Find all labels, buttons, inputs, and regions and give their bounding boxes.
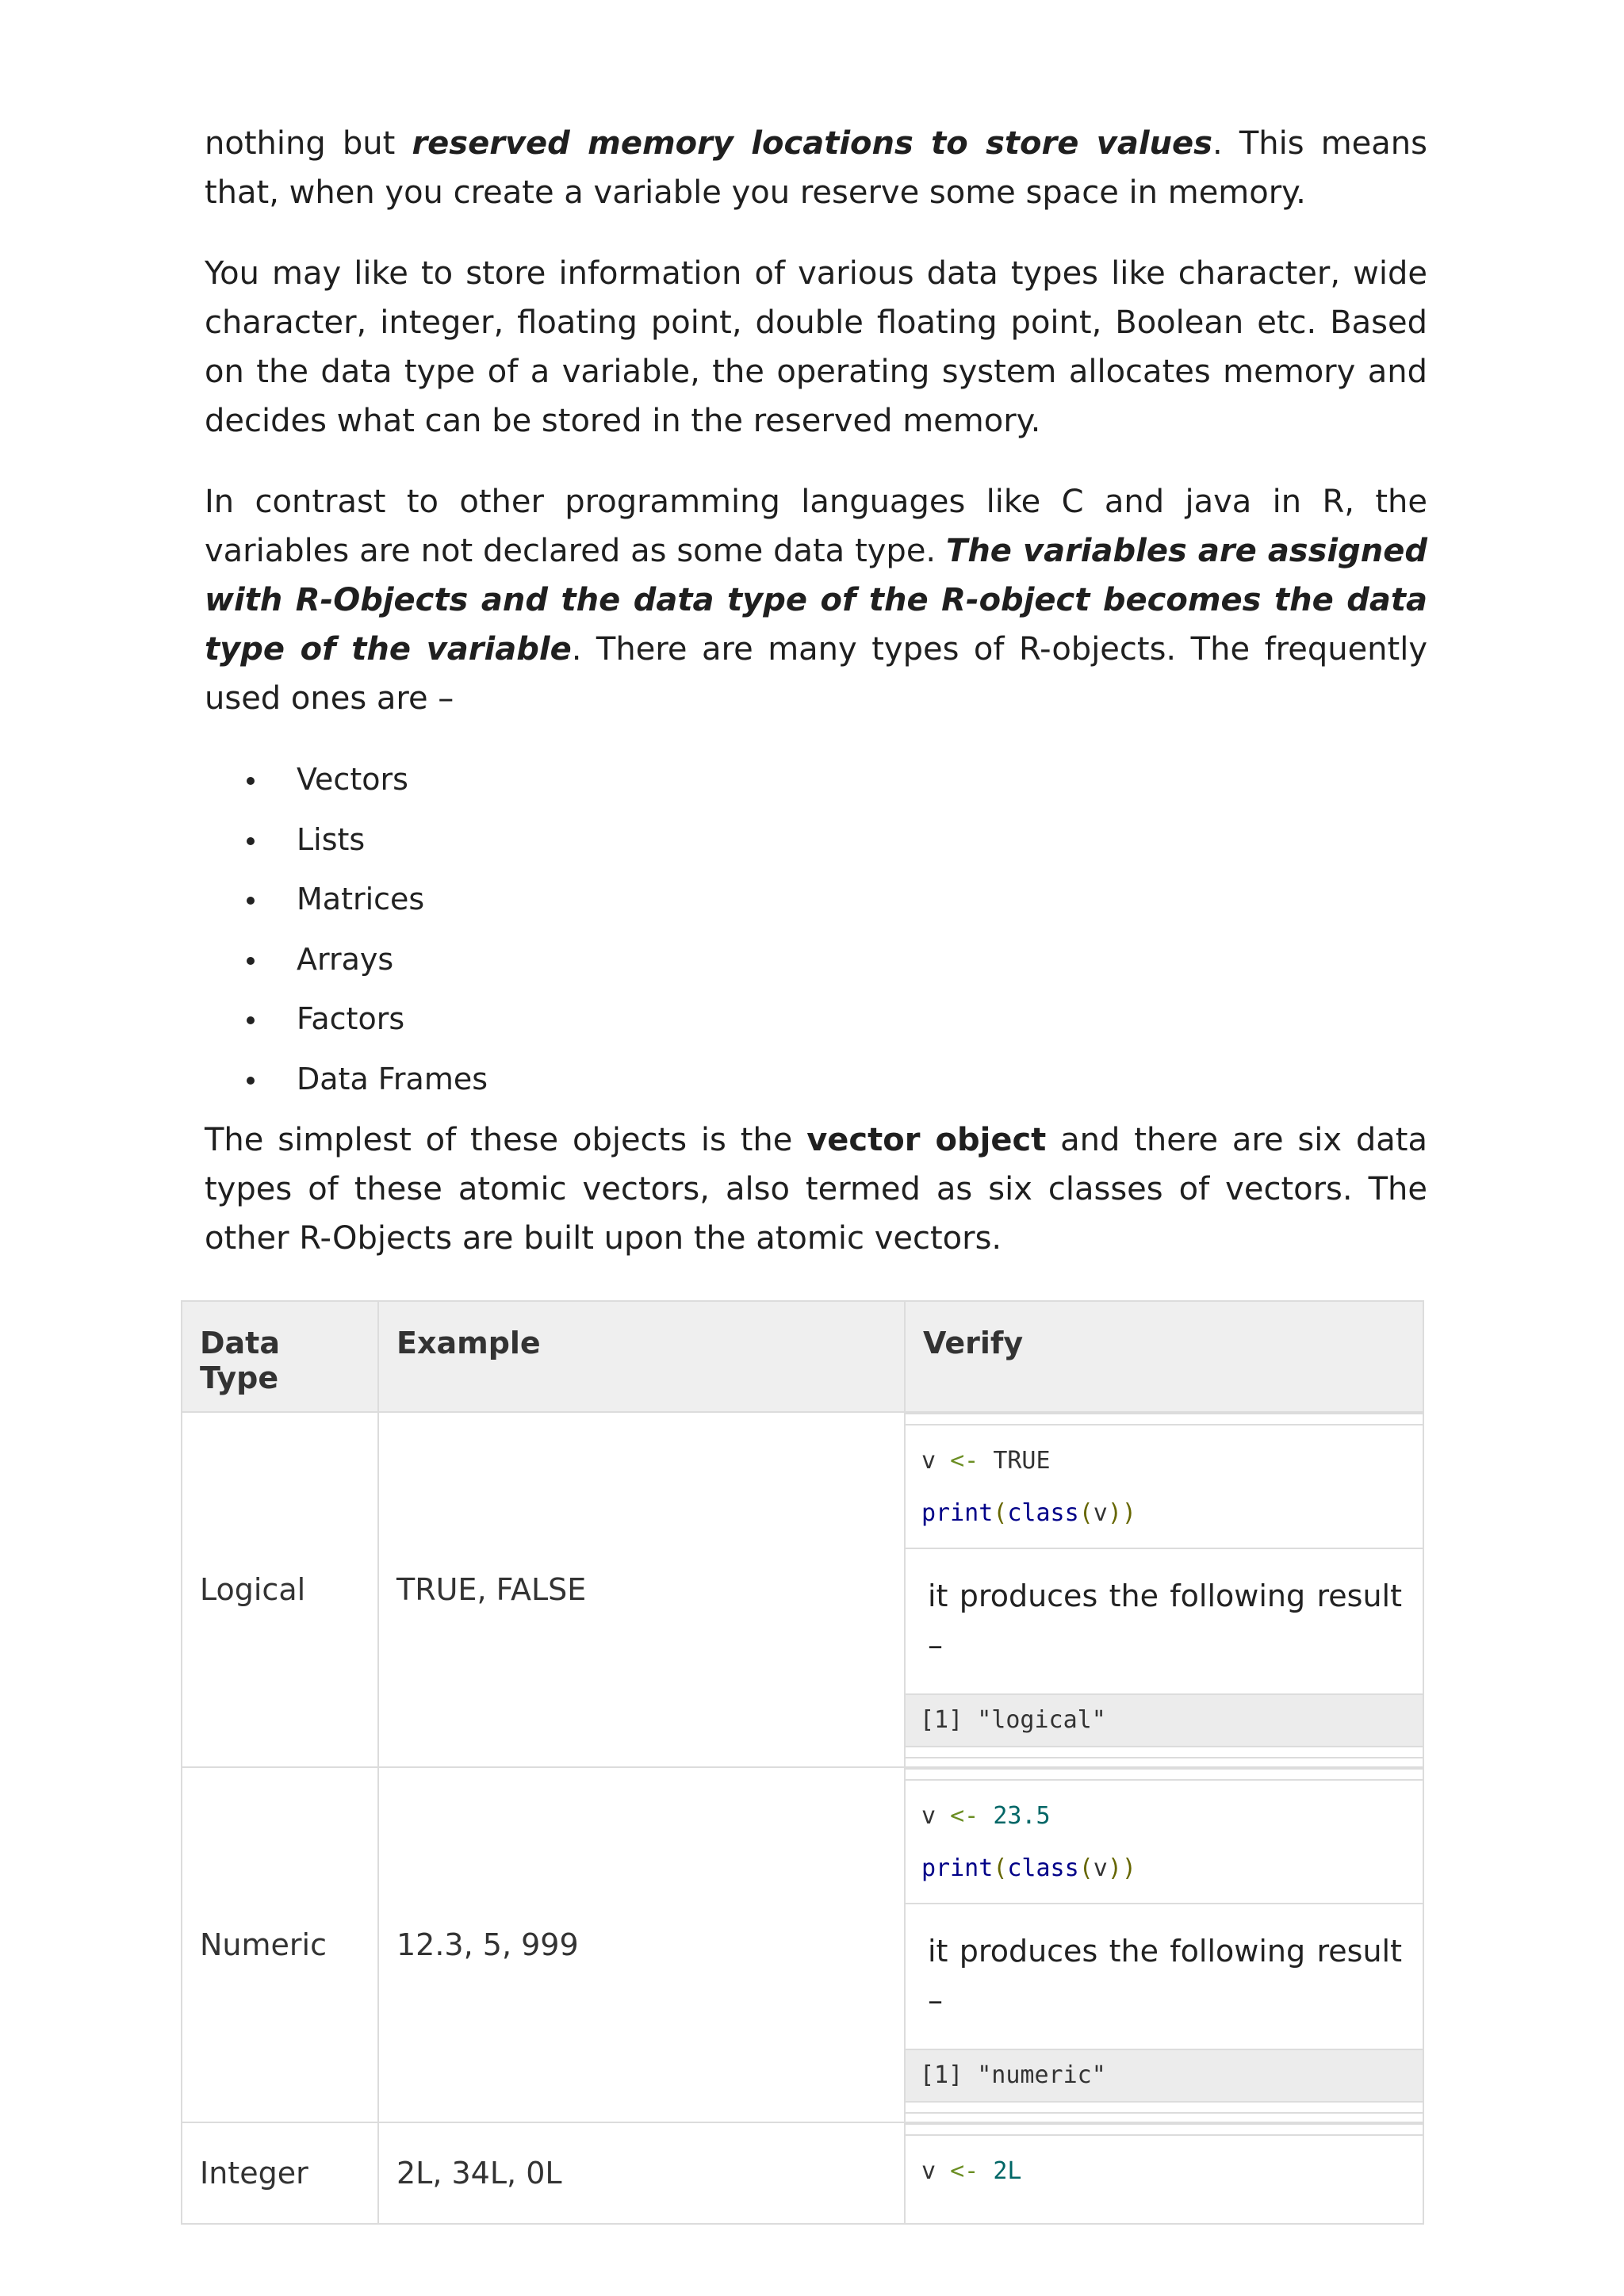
- divider: [906, 2103, 1423, 2114]
- code-value: 2L: [993, 2157, 1022, 2185]
- bullet-icon: [247, 897, 255, 905]
- code-line: [921, 2145, 1408, 2198]
- header-data-type: Data Type: [182, 1301, 378, 1412]
- list-item-label: Arrays: [297, 941, 394, 977]
- emphasis-text: The variables are assigned with R-Objects and the data type of the R-object becomes the data type of the variable: [205, 533, 1428, 668]
- list-item: [205, 879, 1427, 939]
- code-operator: <-: [950, 1802, 979, 1830]
- code-token: v: [921, 2157, 936, 2185]
- cell-verify: [905, 1412, 1423, 1767]
- table-row: [182, 1412, 1423, 1767]
- list-item: [205, 939, 1427, 1000]
- code-line: print(class(v)): [921, 1854, 1136, 1882]
- code-value: 23.5: [993, 1802, 1051, 1830]
- output-block[interactable]: [1] "numeric": [906, 2049, 1423, 2103]
- bold-text: vector object: [806, 1122, 1047, 1158]
- bullet-icon: [247, 957, 255, 965]
- cell-data-type: Logical: [182, 1412, 378, 1767]
- paragraph-variables-intro: [205, 119, 1427, 217]
- bullet-icon: [247, 777, 255, 785]
- list-item-label: Vectors: [297, 762, 408, 797]
- cell-example: 12.3, 5, 999: [378, 1767, 905, 2122]
- code-line: print(class(v)): [921, 1499, 1136, 1527]
- code-function: class: [1007, 1854, 1079, 1882]
- cell-example: TRUE, FALSE: [378, 1412, 905, 1767]
- text-span: and there are six data types of these atomic vectors, also termed as six classes of vectors. The other R-Objects are built upon the atomic vectors.: [205, 1122, 1427, 1257]
- code-block[interactable]: [906, 1424, 1423, 1549]
- text-span: The simplest of these objects is the: [205, 1122, 807, 1158]
- cell-data-type: Numeric: [182, 1767, 378, 2122]
- list-item: [205, 820, 1427, 880]
- divider: [906, 1747, 1423, 1758]
- list-item-label: Lists: [297, 821, 366, 857]
- header-example: Example: [378, 1301, 905, 1412]
- list-item: [205, 760, 1427, 820]
- text-span: In contrast to other programming languages like C and java in R, the variables are not declared as some data type.: [205, 484, 1427, 569]
- code-token: v: [1093, 1854, 1108, 1882]
- header-verify: Verify: [905, 1301, 1423, 1412]
- paragraph-vector-object: [205, 1115, 1427, 1263]
- data-types-table: [181, 1300, 1424, 2225]
- cell-verify: [905, 1767, 1423, 2122]
- code-operator: <-: [950, 2157, 979, 2185]
- code-token: v: [921, 1447, 936, 1475]
- code-line: [921, 1435, 1408, 1487]
- list-item-label: Matrices: [297, 882, 425, 916]
- code-block[interactable]: [906, 1779, 1423, 1904]
- text-span: nothing but: [205, 125, 412, 162]
- list-item: [205, 1059, 1427, 1119]
- code-token: v: [1093, 1499, 1108, 1527]
- table-row: [182, 2122, 1423, 2224]
- result-description: it produces the following result –: [928, 1934, 1402, 2018]
- list-item-label: Factors: [297, 1001, 405, 1036]
- r-object-type-list: [205, 760, 1427, 1119]
- list-item: [205, 999, 1427, 1059]
- code-value: TRUE: [993, 1447, 1051, 1475]
- document-body: [205, 119, 1427, 1295]
- emphasis-text: reserved memory locations to store values: [412, 125, 1212, 162]
- output-block[interactable]: [1] "logical": [906, 1693, 1423, 1747]
- text-span: . This means that, when you create a variable you reserve some space in memory.: [205, 125, 1427, 211]
- code-function: class: [1007, 1499, 1079, 1527]
- code-line: [921, 1790, 1408, 1843]
- list-item-label: Data Frames: [297, 1061, 488, 1096]
- result-description: it produces the following result –: [928, 1578, 1402, 1663]
- cell-verify: [905, 2122, 1423, 2224]
- paragraph-r-objects: [205, 477, 1427, 723]
- code-operator: <-: [950, 1447, 979, 1475]
- cell-data-type: Integer: [182, 2122, 378, 2224]
- bullet-icon: [247, 1077, 255, 1085]
- text-span: . There are many types of R-objects. The frequently used ones are –: [205, 631, 1427, 717]
- code-token: v: [921, 1802, 936, 1830]
- cell-example: 2L, 34L, 0L: [378, 2122, 905, 2224]
- table-header-row: [182, 1301, 1423, 1412]
- divider: [906, 1768, 1423, 1779]
- table-row: [182, 1767, 1423, 2122]
- code-block[interactable]: [906, 2134, 1423, 2206]
- code-function: print: [921, 1854, 994, 1882]
- bullet-icon: [247, 1016, 255, 1024]
- bullet-icon: [247, 837, 255, 845]
- divider: [906, 2123, 1423, 2134]
- divider: [906, 1413, 1423, 1424]
- paragraph-data-types: You may like to store information of various data types like character, wide character, integer, floating point, double floating point, Boolean etc. Based on the data type of a variable, the operating system allocates memory and decides what can be stored in the reserved memory.: [205, 255, 1427, 439]
- code-function: print: [921, 1499, 994, 1527]
